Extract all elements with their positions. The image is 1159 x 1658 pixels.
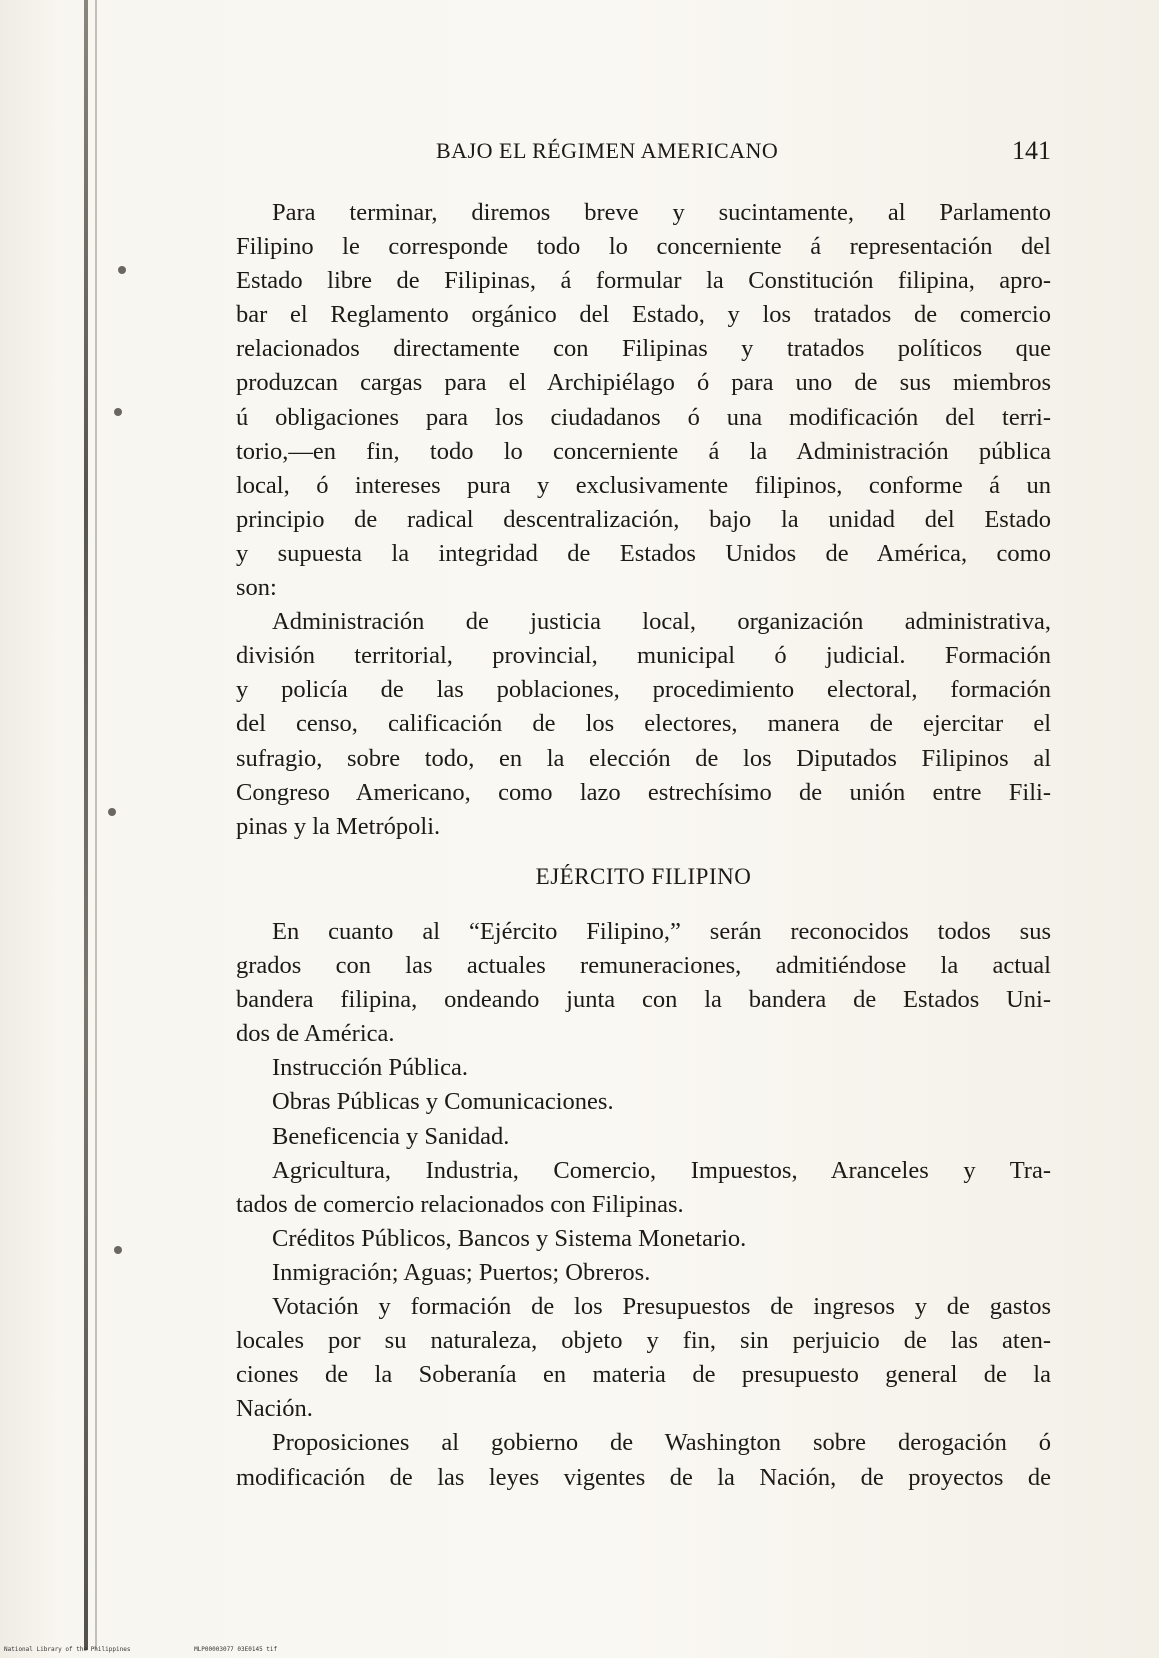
text-line: produzcan cargas para el Archipiélago ó para uno de sus miembros xyxy=(236,369,1051,397)
text-line: Estado libre de Filipinas, á formular la Constitución filipina, apro- xyxy=(236,267,1051,295)
text-line: división territorial, provincial, municipal ó judicial. Formación xyxy=(236,642,1051,670)
text-line: bandera filipina, ondeando junta con la bandera de Estados Uni- xyxy=(236,986,1051,1014)
body-text-part1 xyxy=(236,196,1051,844)
text-line: Nación. xyxy=(236,1395,313,1423)
scan-speck xyxy=(114,408,122,416)
text-line: Filipino le corresponde todo lo concerniente á representación del xyxy=(236,233,1051,261)
text-line: modificación de las leyes vigentes de la Nación, de proyectos de xyxy=(236,1463,1051,1491)
text-line: ú obligaciones para los ciudadanos ó una modificación del terri- xyxy=(236,403,1051,431)
text-line: bar el Reglamento orgánico del Estado, y los tratados de comercio xyxy=(236,301,1051,329)
scan-speck xyxy=(108,808,116,816)
text-line: del censo, calificación de los electores, manera de ejercitar el xyxy=(236,710,1051,738)
text-line: y supuesta la integridad de Estados Unidos de América, como xyxy=(236,539,1051,567)
binding-edge xyxy=(84,0,88,1650)
text-line: Congreso Americano, como lazo estrechísimo de unión entre Fili- xyxy=(236,778,1051,806)
text-line: grados con las actuales remuneraciones, admitiéndose la actual xyxy=(236,952,1051,980)
list-item: Votación y formación de los Presupuestos de ingresos y de gastos xyxy=(272,1293,1051,1321)
text-line: locales por su naturaleza, objeto y fin, sin perjuicio de las aten- xyxy=(236,1327,1051,1355)
scan-speck xyxy=(118,266,126,274)
list-item: Inmigración; Aguas; Puertos; Obreros. xyxy=(272,1258,651,1286)
text-line: y policía de las poblaciones, procedimiento electoral, formación xyxy=(236,676,1051,704)
scan-speck xyxy=(114,1246,122,1254)
text-line: tados de comercio relacionados con Filipinas. xyxy=(236,1190,684,1218)
list-item: Beneficencia y Sanidad. xyxy=(272,1122,510,1150)
page-header xyxy=(236,138,1051,172)
scan-footer xyxy=(4,1646,337,1653)
scan-code: MLP00003077 03E0145 tif xyxy=(194,1646,278,1653)
list-item: Obras Públicas y Comunicaciones. xyxy=(272,1088,614,1116)
list-item: Agricultura, Industria, Comercio, Impuestos, Aranceles y Tra- xyxy=(272,1156,1051,1184)
text-line: principio de radical descentralización, bajo la unidad del Estado xyxy=(236,505,1051,533)
text-line: Para terminar, diremos breve y sucintamente, al Parlamento xyxy=(272,199,1051,226)
text-line: sufragio, sobre todo, en la elección de los Diputados Filipinos al xyxy=(236,744,1051,772)
library-credit: National Library of the Philippines xyxy=(4,1646,131,1653)
text-line: dos de América. xyxy=(236,1020,395,1048)
text-line: ciones de la Soberanía en materia de presupuesto general de la xyxy=(236,1361,1051,1389)
text-line: pinas y la Metrópoli. xyxy=(236,812,441,840)
text-line: torio,—en fin, todo lo concerniente á la Administración pública xyxy=(236,437,1051,465)
section-title: EJÉRCITO FILIPINO xyxy=(535,864,752,889)
text-line: local, ó intereses pura y exclusivamente filipinos, conforme á un xyxy=(236,471,1051,499)
running-head: BAJO EL RÉGIMEN AMERICANO xyxy=(436,138,779,163)
text-line: En cuanto al “Ejército Filipino,” serán reconocidos todos sus xyxy=(272,918,1051,945)
text-line: son: xyxy=(236,574,277,602)
text-line: relacionados directamente con Filipinas y tratados políticos que xyxy=(236,335,1051,363)
page-number: 141 xyxy=(1012,136,1051,165)
text-line: Administración de justicia local, organización administrativa, xyxy=(272,608,1051,636)
body-text-part2 xyxy=(236,915,1051,1495)
binding-edge-shadow xyxy=(95,0,97,1650)
text-line: Proposiciones al gobierno de Washington sobre derogación ó xyxy=(272,1429,1051,1457)
list-item: Instrucción Pública. xyxy=(272,1054,468,1082)
list-item: Créditos Públicos, Bancos y Sistema Monetario. xyxy=(272,1224,747,1252)
